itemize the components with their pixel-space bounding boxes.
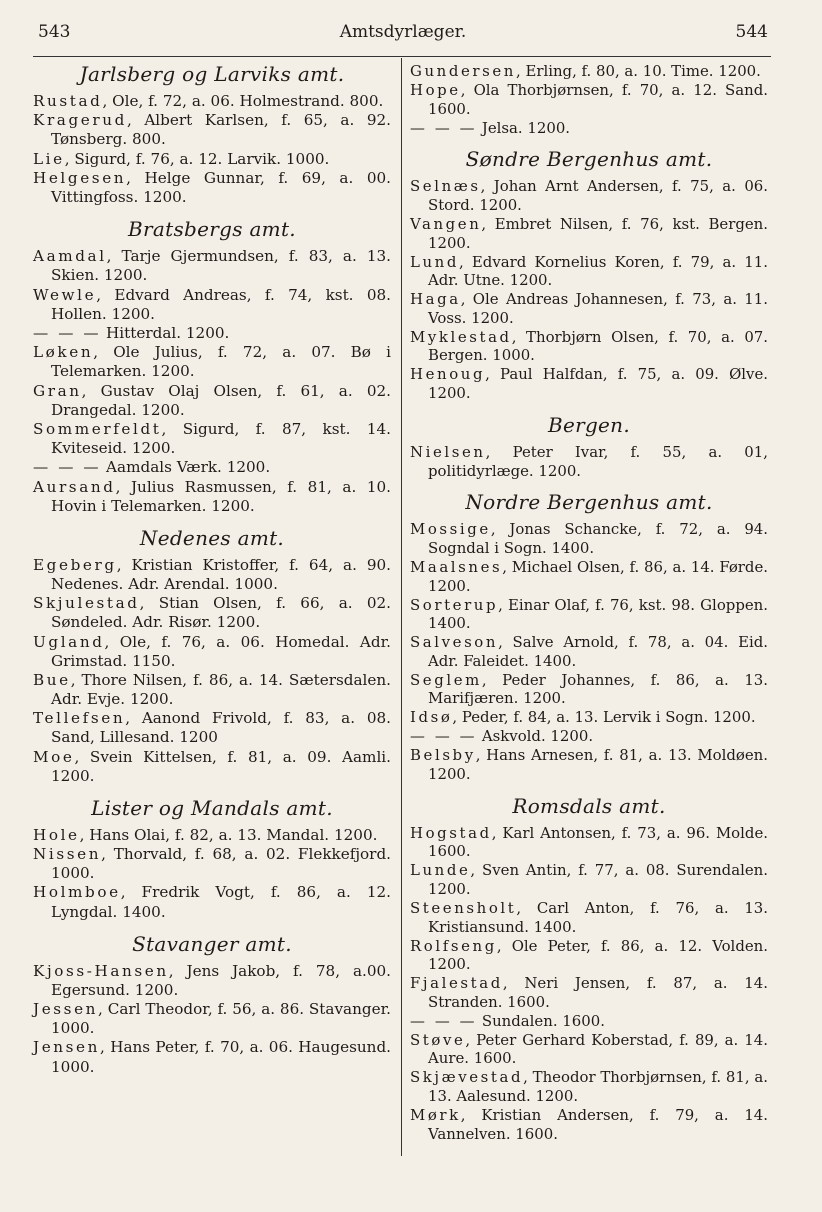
veterinarian-entry (33, 247, 391, 285)
veterinarian-entry (410, 365, 768, 402)
entry-name: Helgesen (33, 168, 127, 187)
entry-details: , Kristian Andersen, f. 79, a. 14. Vannelven. 1600. (428, 1105, 768, 1143)
veterinarian-entry (410, 119, 768, 138)
entry-details: Askvold. 1200. (477, 727, 594, 746)
entry-name: — — — (33, 323, 102, 342)
entry-details: , Peter Gerhard Koberstad, f. 89, a. 14. Aure. 1600. (428, 1030, 768, 1068)
veterinarian-entry (33, 111, 391, 149)
veterinarian-entry (33, 1038, 391, 1076)
entry-details: Hitterdal. 1200. (101, 323, 230, 342)
entry-name: Holmboe (33, 883, 121, 902)
entry-details: , Julius Rasmussen, f. 81, a. 10. Hovin i Telemarken. 1200. (51, 477, 391, 515)
entry-name: Mossige (410, 520, 491, 539)
veterinarian-entry (410, 633, 768, 670)
page-number-right: 544 (735, 22, 768, 42)
entry-details: , Ole Julius, f. 72, a. 07. Bø i Telemarken. 1200. (51, 343, 391, 381)
entry-name: Lund (410, 252, 460, 271)
entry-details: , Johan Arnt Andersen, f. 75, a. 06. Stord. 1200. (428, 177, 768, 214)
entry-name: Sorterup (410, 595, 499, 614)
entry-details: , Stian Olsen, f. 66, a. 02. Søndeled. Adr. Risør. 1200. (51, 594, 391, 632)
veterinarian-entry (410, 520, 768, 557)
entry-name: Vangen (410, 214, 482, 233)
entry-name: Idsø (410, 708, 453, 727)
entry-details: , Ole Peter, f. 86, a. 12. Volden. 1200. (428, 936, 768, 974)
veterinarian-entry (410, 596, 768, 633)
entry-details: , Hans Peter, f. 70, a. 06. Haugesund. 1000. (51, 1038, 391, 1076)
veterinarian-entry (33, 594, 391, 632)
section-heading: Søndre Bergenhus amt. (465, 147, 713, 172)
entry-name: Henoug (410, 365, 486, 384)
entry-details: , Peder, f. 84, a. 13. Lervik i Sogn. 1200. (452, 708, 756, 727)
entry-details: , Carl Theodor, f. 56, a. 86. Stavanger. 1000. (51, 1000, 391, 1038)
veterinarian-entry (410, 215, 768, 252)
entry-name: Skjulestad (33, 594, 140, 613)
entry-details: , Hans Olai, f. 82, a. 13. Mandal. 1200. (79, 825, 378, 844)
entry-details: , Ola Thorbjørnsen, f. 70, a. 12. Sand. 1600. (428, 80, 768, 118)
running-title: Amtsdyrlæger. (339, 22, 467, 42)
veterinarian-entry (410, 1012, 768, 1031)
entry-details: Aamdals Værk. 1200. (101, 458, 271, 477)
running-header (38, 22, 768, 44)
entry-name: — — — (410, 1011, 478, 1030)
entry-name: Sommerfeldt (33, 419, 162, 438)
entry-details: Jelsa. 1200. (477, 118, 571, 137)
entry-details: , Helge Gunnar, f. 69, a. 00. Vittingfoss. 1200. (51, 168, 391, 207)
section-heading: Stavanger amt. (132, 931, 292, 956)
entry-name: Haga (410, 290, 461, 309)
veterinarian-entry (33, 458, 391, 477)
veterinarian-entry (410, 861, 768, 898)
veterinarian-entry (410, 443, 768, 480)
entry-details: , Michael Olsen, f. 86, a. 14. Førde. 1200. (428, 557, 768, 595)
entry-name: Gran (33, 381, 82, 400)
veterinarian-entry (33, 709, 391, 747)
entry-name: Nissen (33, 845, 102, 864)
veterinarian-entry (33, 556, 391, 594)
entry-name: Jessen (33, 1000, 99, 1019)
veterinarian-entry (410, 290, 768, 327)
entry-name: Ugland (33, 632, 105, 651)
section-heading: Jarlsberg og Larviks amt. (79, 62, 345, 86)
entry-name: Hogstad (410, 823, 492, 842)
entry-name: — — — (410, 118, 478, 137)
entry-details: , Paul Halfdan, f. 75, a. 09. Ølve. 1200. (428, 365, 768, 403)
veterinarian-entry (410, 558, 768, 595)
section-heading: Romsdals amt. (512, 793, 666, 818)
veterinarian-entry (410, 824, 768, 861)
veterinarian-entry (33, 883, 391, 921)
entry-name: Løken (33, 343, 94, 362)
veterinarian-entry (33, 962, 391, 1000)
veterinarian-entry (33, 671, 391, 709)
section-heading: Bergen. (547, 412, 631, 437)
entry-name: Maalsnes (410, 557, 503, 576)
entry-details: , Peder Johannes, f. 86, a. 13. Marifjæren. 1200. (428, 670, 768, 708)
entry-details: , Ole, f. 76, a. 06. Homedal. Adr. Grimstad. 1150. (51, 632, 391, 670)
veterinarian-entry (33, 382, 391, 420)
section-heading: Nordre Bergenhus amt. (465, 490, 713, 515)
entry-name: Jensen (33, 1038, 101, 1057)
veterinarian-entry (33, 92, 391, 111)
veterinarian-entry (410, 671, 768, 708)
veterinarian-entry (410, 253, 768, 290)
entry-details: , Hans Arnesen, f. 81, a. 13. Moldøen. 1200. (428, 746, 768, 783)
entry-name: Egeberg (33, 555, 117, 574)
veterinarian-entry (410, 974, 768, 1011)
veterinarian-entry (33, 845, 391, 883)
entry-details: , Albert Karlsen, f. 65, a. 92. Tønsberg. 800. (51, 111, 391, 149)
entry-name: Hole (33, 825, 80, 844)
entry-name: Støve (410, 1030, 466, 1049)
right-column (410, 62, 768, 1144)
entry-details: , Jonas Schancke, f. 72, a. 94. Sogndal i Sogn. 1400. (428, 520, 768, 557)
section-heading: Lister og Mandals amt. (91, 795, 333, 820)
entry-details: , Edvard Andreas, f. 74, kst. 08. Hollen. 1200. (51, 285, 391, 323)
veterinarian-entry (33, 633, 391, 671)
entry-name: Aamdal (33, 247, 107, 266)
veterinarian-entry (410, 62, 768, 81)
entry-details: , Fredrik Vogt, f. 86, a. 12. Lyngdal. 1400. (51, 883, 391, 921)
entry-name: Tellefsen (33, 709, 126, 728)
veterinarian-entry (410, 1031, 768, 1068)
entry-details: , Carl Anton, f. 76, a. 13. Kristiansund. 1400. (428, 898, 768, 936)
column-divider (401, 58, 402, 1156)
left-column (33, 62, 391, 1077)
veterinarian-entry (410, 937, 768, 974)
veterinarian-entry (33, 1000, 391, 1038)
veterinarian-entry (410, 899, 768, 936)
entry-details: , Salve Arnold, f. 78, a. 04. Eid. Adr. Faleidet. 1400. (428, 633, 768, 670)
veterinarian-entry (33, 420, 391, 458)
entry-name: Bue (33, 670, 71, 689)
entry-name: Lunde (410, 861, 471, 880)
entry-details: Sundalen. 1600. (477, 1011, 605, 1030)
veterinarian-entry (33, 826, 391, 845)
veterinarian-entry (410, 177, 768, 214)
entry-details: , Aanond Frivold, f. 83, a. 08. Sand, Lillesand. 1200 (51, 709, 391, 747)
entry-name: Fjalestad (410, 974, 503, 993)
entry-details: , Karl Antonsen, f. 73, a. 96. Molde. 1600. (428, 823, 768, 861)
entry-details: , Peter Ivar, f. 55, a. 01, politidyrlæge. 1200. (428, 442, 768, 480)
veterinarian-entry (33, 324, 391, 343)
entry-name: — — — (33, 458, 102, 477)
entry-details: , Thorbjørn Olsen, f. 70, a. 07. Bergen. 1000. (428, 327, 768, 365)
entry-name: Salveson (410, 633, 499, 652)
entry-name: Lie (33, 149, 65, 168)
veterinarian-entry (410, 1106, 768, 1143)
veterinarian-entry (33, 748, 391, 786)
veterinarian-entry (410, 746, 768, 783)
entry-name: Selnæs (410, 177, 481, 196)
veterinarian-entry (410, 328, 768, 365)
entry-details: , Edvard Kornelius Koren, f. 79, a. 11. Adr. Utne. 1200. (428, 252, 768, 290)
entry-name: Moe (33, 747, 75, 766)
section-heading: Bratsbergs amt. (128, 217, 296, 242)
entry-details: , Svein Kittelsen, f. 81, a. 09. Aamli. 1200. (51, 747, 391, 785)
veterinarian-entry (33, 150, 391, 169)
entry-details: , Erling, f. 80, a. 10. Time. 1200. (515, 62, 761, 80)
entry-details: , Gustav Olaj Olsen, f. 61, a. 02. Drangedal. 1200. (51, 381, 391, 419)
entry-name: Mørk (410, 1105, 461, 1124)
entry-name: — — — (410, 727, 478, 746)
veterinarian-entry (33, 286, 391, 324)
entry-name: Myklestad (410, 327, 512, 346)
veterinarian-entry (33, 169, 391, 207)
entry-name: Steensholt (410, 898, 517, 917)
veterinarian-entry (410, 727, 768, 746)
veterinarian-entry (33, 343, 391, 381)
entry-name: Belsby (410, 746, 476, 765)
entry-name: Seglem (410, 670, 482, 689)
veterinarian-entry (410, 708, 768, 727)
entry-details: , Sven Antin, f. 77, a. 08. Surendalen. 1200. (428, 861, 768, 898)
page-number-left: 543 (38, 22, 71, 42)
entry-details: , Ole Andreas Johannesen, f. 73, a. 11. Voss. 1200. (428, 290, 768, 327)
entry-name: Kragerud (33, 111, 127, 130)
entry-name: Wewle (33, 285, 97, 304)
entry-details: , Embret Nilsen, f. 76, kst. Bergen. 1200. (428, 214, 768, 252)
entry-details: , Thorvald, f. 68, a. 02. Flekkefjord. 1000. (51, 845, 391, 883)
entry-details: , Theodor Thorbjørnsen, f. 81, a. 13. Aalesund. 1200. (428, 1068, 768, 1105)
entry-name: Skjævestad (410, 1068, 524, 1087)
veterinarian-entry (410, 1068, 768, 1105)
veterinarian-entry (410, 81, 768, 118)
entry-name: Rustad (33, 92, 103, 110)
entry-name: Gundersen (410, 62, 516, 80)
section-heading: Nedenes amt. (139, 525, 285, 550)
entry-details: , Thore Nilsen, f. 86, a. 14. Sætersdalen. Adr. Evje. 1200. (51, 670, 391, 708)
entry-details: , Einar Olaf, f. 76, kst. 98. Gloppen. 1400. (428, 595, 768, 633)
veterinarian-entry (33, 478, 391, 516)
entry-details: , Kristian Kristoffer, f. 64, a. 90. Nedenes. Adr. Arendal. 1000. (51, 555, 391, 593)
entry-details: , Neri Jensen, f. 87, a. 14. Stranden. 1600. (428, 974, 768, 1011)
entry-details: , Sigurd, f. 76, a. 12. Larvik. 1000. (64, 149, 330, 168)
entry-name: Hope (410, 80, 461, 99)
entry-name: Kjoss-Hansen (33, 961, 169, 980)
entry-details: , Tarje Gjermundsen, f. 83, a. 13. Skien. 1200. (51, 247, 391, 285)
entry-name: Rolfseng (410, 936, 497, 955)
entry-details: , Ole, f. 72, a. 06. Holmestrand. 800. (102, 92, 384, 110)
entry-name: Nielsen (410, 442, 486, 461)
entry-details: , Jens Jakob, f. 78, a.00. Egersund. 1200. (51, 961, 391, 999)
entry-name: Aursand (33, 477, 116, 496)
header-rule (33, 56, 771, 57)
entry-details: , Sigurd, f. 87, kst. 14. Kviteseid. 1200. (51, 419, 391, 457)
